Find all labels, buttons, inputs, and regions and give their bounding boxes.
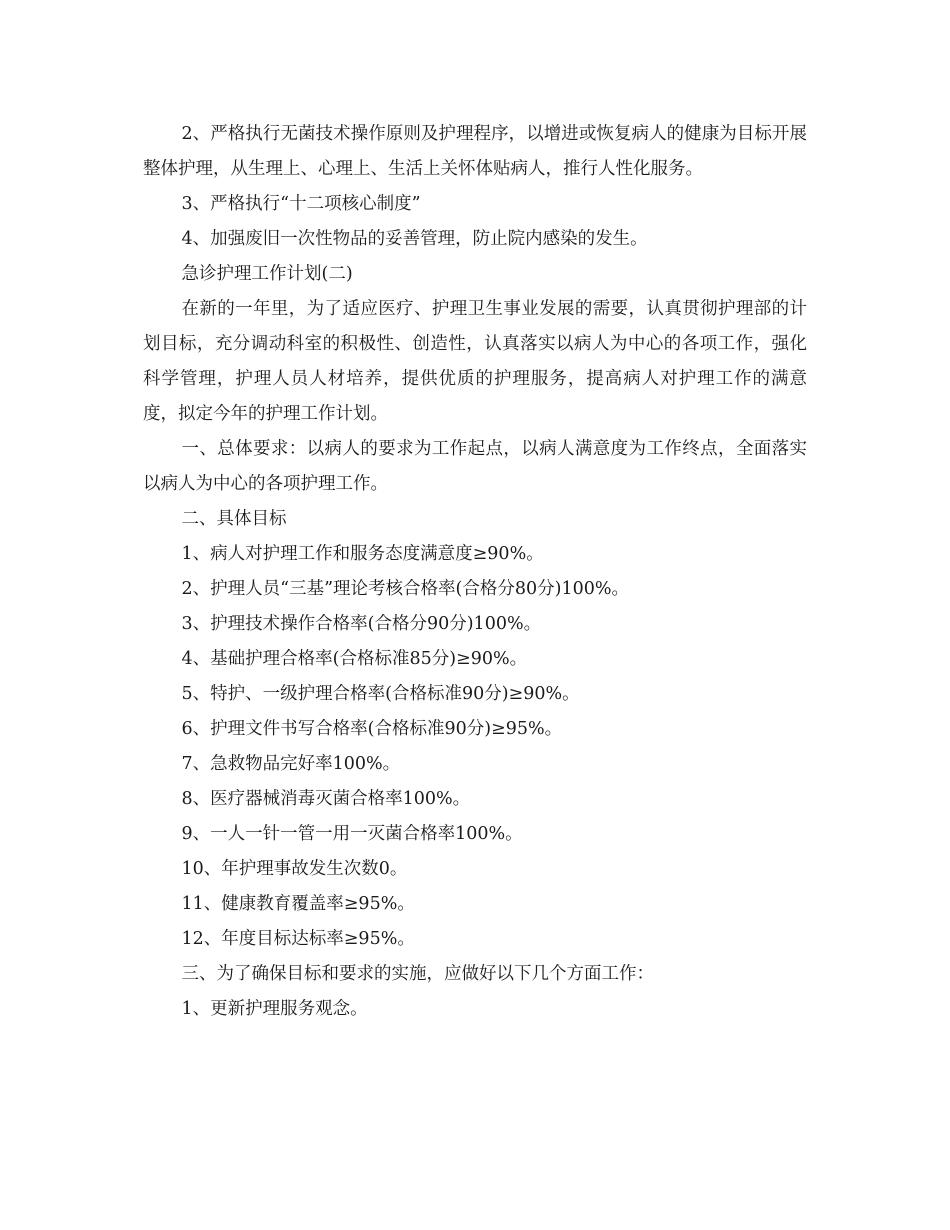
document-body xyxy=(143,117,807,1027)
paragraph-general-requirements: 一、总体要求：以病人的要求为工作起点，以病人满意度为工作终点，全面落实以病人为中心的各项护理工作。 xyxy=(143,439,807,494)
goal-item: 6、护理文件书写合格率(合格标准90分)≥95%。 xyxy=(181,719,563,739)
goal-item: 3、护理技术操作合格率(合格分90分)100%。 xyxy=(181,614,542,634)
goal-item: 9、一人一针一管一用一灭菌合格率100%。 xyxy=(181,824,523,844)
goal-item: 8、医疗器械消毒灭菌合格率100%。 xyxy=(181,789,471,809)
paragraph-aseptic-practice: 2、严格执行无菌技术操作原则及护理程序，以增进或恢复病人的健康为目标开展整体护理，从生理上、心理上、生活上关怀体贴病人，推行人性化服务。 xyxy=(143,124,807,179)
goal-item: 2、护理人员“三基”理论考核合格率(合格分80分)100%。 xyxy=(181,579,629,599)
paragraph-core-systems: 3、严格执行“十二项核心制度” xyxy=(181,194,421,214)
heading-specific-goals: 二、具体目标 xyxy=(181,509,287,529)
implementation-item: 1、更新护理服务观念。 xyxy=(181,999,368,1019)
goal-item: 4、基础护理合格率(合格标准85分)≥90%。 xyxy=(181,649,528,669)
goal-item: 7、急救物品完好率100%。 xyxy=(181,754,401,774)
goal-item: 11、健康教育覆盖率≥95%。 xyxy=(181,894,415,914)
goal-item: 5、特护、一级护理合格率(合格标准90分)≥90%。 xyxy=(181,684,580,704)
heading-implementation: 三、为了确保目标和要求的实施，应做好以下几个方面工作： xyxy=(181,964,654,984)
section-title-plan-two: 急诊护理工作计划(二) xyxy=(181,264,353,284)
goal-item: 10、年护理事故发生次数0。 xyxy=(181,859,408,879)
goal-item: 1、病人对护理工作和服务态度满意度≥90%。 xyxy=(181,544,544,564)
goal-item: 12、年度目标达标率≥95%。 xyxy=(181,929,415,949)
paragraph-waste-management: 4、加强废旧一次性物品的妥善管理，防止院内感染的发生。 xyxy=(181,229,648,249)
paragraph-introduction: 在新的一年里，为了适应医疗、护理卫生事业发展的需要，认真贯彻护理部的计划目标，充分调动科室的积极性、创造性，认真落实以病人为中心的各项工作，强化科学管理，护理人员人材培养，提供优质的护理服务，提高病人对护理工作的满意度，拟定今年的护理工作计划。 xyxy=(143,299,807,424)
